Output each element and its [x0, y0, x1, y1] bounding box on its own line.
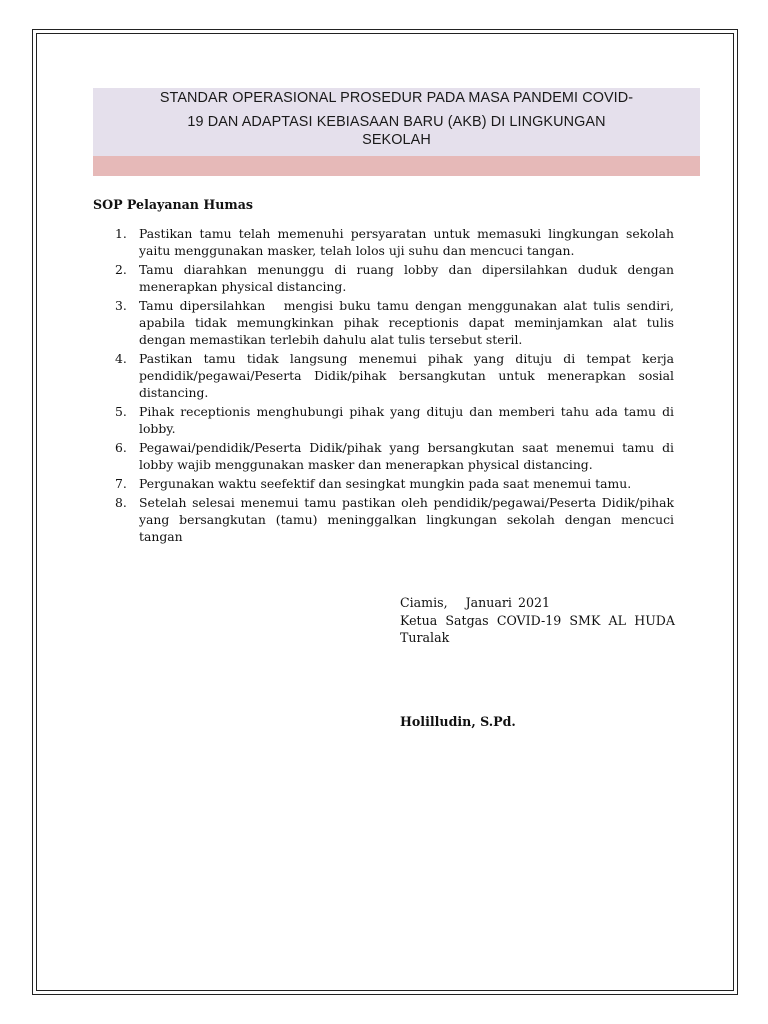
step-number: 7. [115, 475, 127, 491]
step-number: 5. [115, 403, 127, 419]
step-number: 8. [115, 494, 127, 510]
section-title: SOP Pelayanan Humas [93, 197, 253, 212]
document-title-line-3: SEKOLAH [362, 132, 431, 148]
signature-place-date: Ciamis, Januari 2021 [400, 595, 551, 610]
step-text: Pastikan tamu telah memenuhi persyaratan untuk memasuki lingkungan sekolah yaitu menggunakan masker, telah lolos uji suhu dan mencuci tangan. [139, 226, 674, 258]
sop-steps-list [93, 226, 678, 548]
step-text: Tamu dipersilahkan mengisi buku tamu dengan menggunakan alat tulis sendiri, apabila tidak memungkinkan pihak receptionis dapat meminjamkan alat tulis dengan memastikan terlebih dahulu alat tulis tersebut steril. [139, 298, 678, 347]
step-text: Tamu diarahkan menunggu di ruang lobby dan dipersilahkan duduk dengan menerapkan physical distancing. [139, 262, 674, 294]
sop-step-3 [93, 298, 678, 349]
document-title-box [93, 88, 700, 156]
step-text: Pegawai/pendidik/Peserta Didik/pihak yang bersangkutan saat menemui tamu di lobby wajib menggunakan masker dan menerapkan physical distancing. [139, 439, 674, 472]
step-text: Pihak receptionis menghubungi pihak yang dituju dan memberi tahu ada tamu di lobby. [139, 403, 674, 436]
title-accent-band [93, 156, 700, 176]
step-number: 2. [115, 262, 127, 277]
sop-step-5 [93, 404, 674, 438]
signer-name: Holilludin, S.Pd. [400, 714, 516, 729]
document-title-line-1: STANDAR OPERASIONAL PROSEDUR PADA MASA PANDEMI COVID- [159, 90, 634, 106]
document-title-line-2: 19 DAN ADAPTASI KEBIASAAN BARU (AKB) DI LINGKUNGAN [187, 113, 606, 130]
sop-step-1 [93, 226, 674, 260]
step-number: 3. [115, 298, 127, 313]
sop-step-7 [93, 476, 674, 493]
signature-position: Ketua Satgas COVID-19 SMK AL HUDA Turalak [400, 612, 675, 645]
step-text: Pergunakan waktu seefektif dan sesingkat mungkin pada saat menemui tamu. [139, 475, 632, 491]
step-text: Setelah selesai menemui tamu pastikan oleh pendidik/pegawai/Peserta Didik/pihak yang bersangkutan (tamu) meninggalkan lingkungan sekolah dengan mencuci tangan [139, 494, 674, 544]
signature-block [400, 594, 675, 647]
step-number: 6. [115, 439, 127, 455]
sop-step-2 [93, 262, 674, 296]
step-number: 1. [115, 226, 127, 241]
sop-step-4 [93, 351, 674, 402]
step-text: Pastikan tamu tidak langsung menemui pihak yang dituju di tempat kerja pendidik/pegawai/Peserta Didik/pihak bersangkutan untuk menerapkan sosial distancing. [139, 350, 674, 400]
sop-step-8 [93, 495, 674, 546]
step-number: 4. [115, 350, 127, 366]
sop-step-6 [93, 440, 674, 474]
